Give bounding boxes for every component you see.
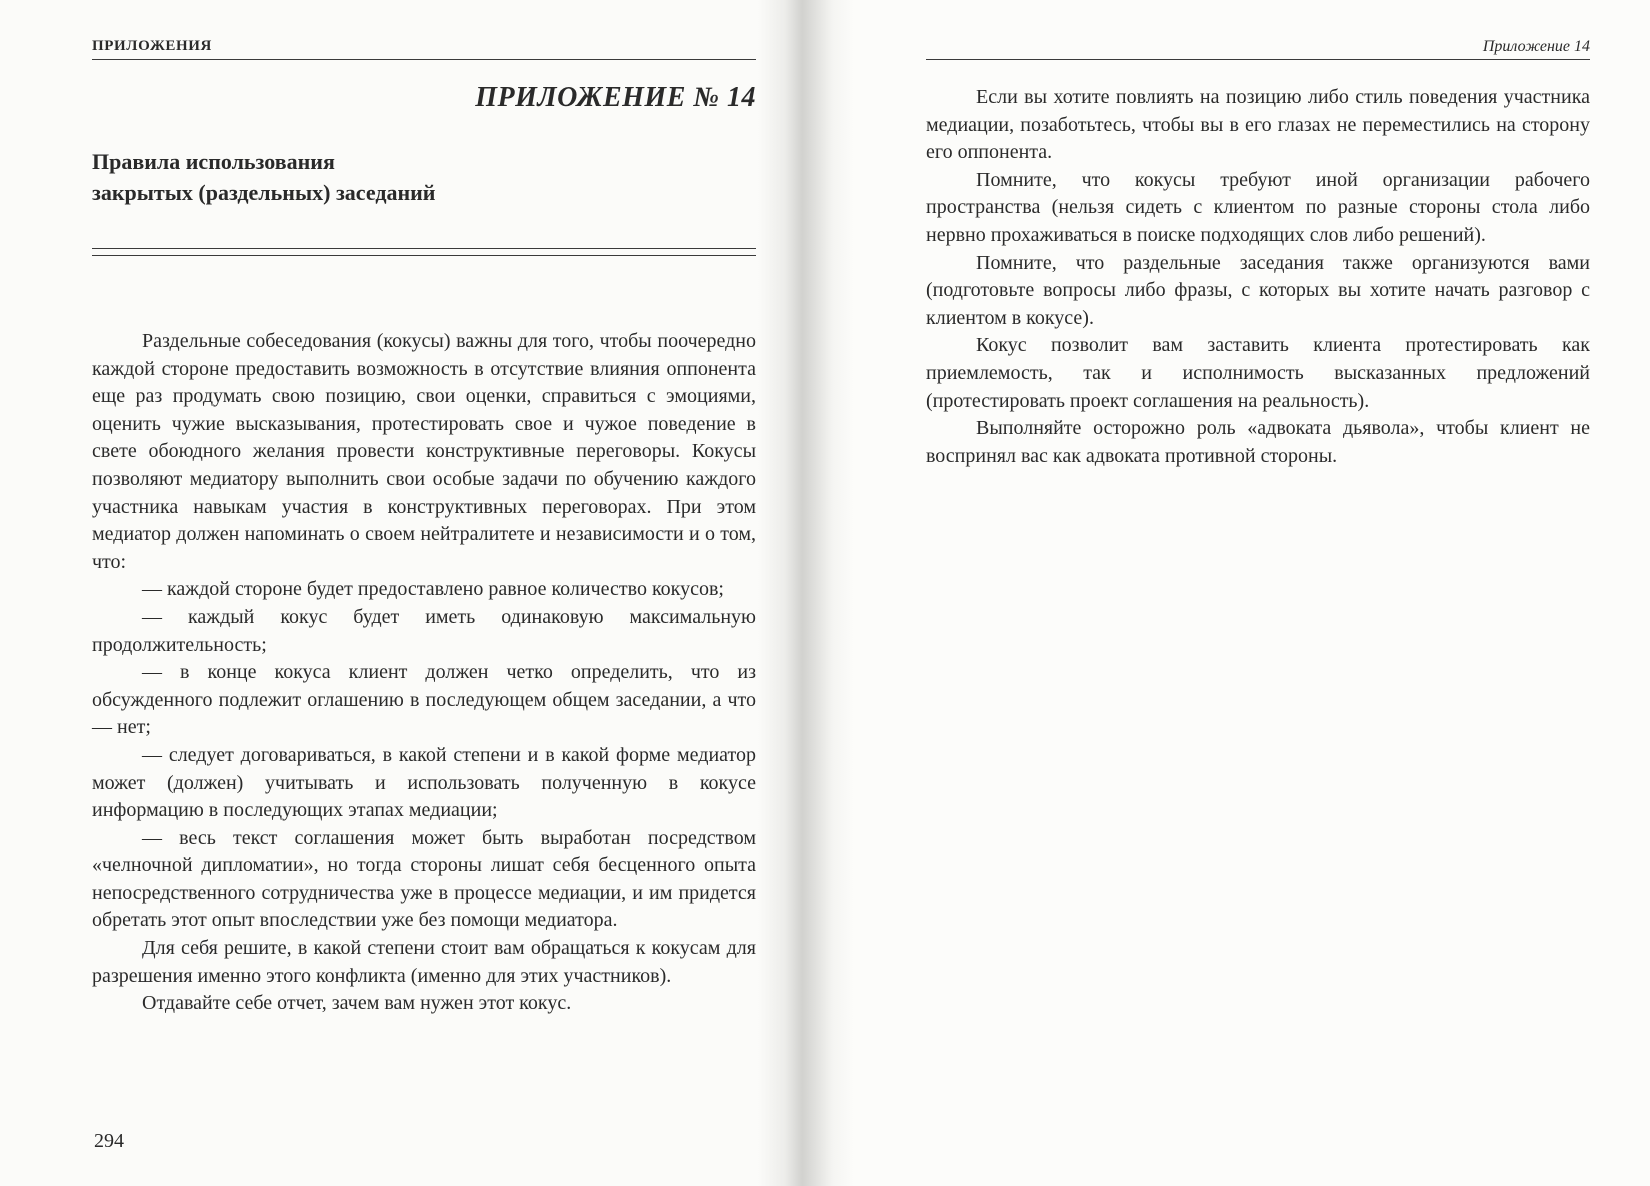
section-title-line-2: закрытых (раздельных) заседаний [92, 180, 436, 205]
right-paragraph-3: Помните, что раздельные заседания также организуются вами (подготовьте вопросы либо фразы, с которых вы хотите начать разговор с клиентом в кокусе). [926, 251, 1590, 329]
right-paragraph-2: Помните, что кокусы требуют иной организации рабочего пространства (нельзя сидеть с клиентом по разные стороны стола либо нервно прохаживаться в поиске подходящих слов либо решений). [926, 168, 1590, 246]
left-paragraph-7: Для себя решите, в какой степени стоит вам обращаться к кокусам для разрешения именно этого конфликта (именно для этих участников). [92, 937, 756, 987]
left-paragraph-4: — в конце кокуса клиент должен четко определить, что из обсужденного подлежит оглашению в последующем общем заседании, а что — нет; [92, 661, 756, 739]
left-body-text [92, 328, 756, 1018]
right-body-text [926, 84, 1590, 470]
right-paragraph-5: Выполняйте осторожно роль «адвоката дьявола», чтобы клиент не воспринял вас как адвоката противной стороны. [926, 417, 1590, 467]
book-gutter-shadow [758, 0, 854, 1186]
right-running-head: Приложение 14 [926, 38, 1590, 60]
appendix-title: ПРИЛОЖЕНИЕ № 14 [475, 82, 756, 113]
left-paragraph-2: — каждой стороне будет предоставлено равное количество кокусов; [142, 578, 724, 601]
right-paragraph-4: Кокус позволит вам заставить клиента протестировать как приемлемость, так и исполнимость высказанных предложений (протестировать проект соглашения на реальность). [926, 334, 1590, 412]
left-paragraph-8: Отдавайте себе отчет, зачем вам нужен этот кокус. [142, 992, 572, 1015]
page-number: 294 [94, 1130, 124, 1152]
left-paragraph-3: — каждый кокус будет иметь одинаковую максимальную продолжительность; [92, 605, 756, 656]
section-title-line-1: Правила использования [92, 149, 335, 174]
section-title [92, 146, 692, 208]
left-running-head: ПРИЛОЖЕНИЯ [92, 38, 756, 60]
left-paragraph-6: — весь текст соглашения может быть выработан посредством «челночной дипломатии», но тогда стороны лишат себя бесценного опыта непосредственного сотрудничества уже в процессе медиации, и им придется обретать этот опыт впоследствии уже без помощи медиатора. [92, 826, 756, 932]
left-paragraph-5: — следует договариваться, в какой степени и в какой форме медиатор может (должен) учитывать и использовать полученную в кокусе информацию в последующих этапах медиации; [92, 743, 756, 822]
double-rule-divider [92, 248, 756, 256]
left-paragraph-1: Раздельные собеседования (кокусы) важны для того, чтобы поочередно каждой стороне предоставить возможность в отсутствие влияния оппонента еще раз продумать свою позицию, свои оценки, справиться с эмоциями, оценить чужие высказывания, протестировать свое и чужое поведение в свете обоюдного желания провести конструктивные переговоры. Кокусы позволяют медиатору выполнить свои особые задачи по обучению каждого участника навыкам участия в конструктивных переговорах. При этом медиатор должен напоминать о своем нейтралитете и независимости и о том, что: [92, 330, 756, 573]
left-page [0, 0, 812, 1186]
right-paragraph-1: Если вы хотите повлиять на позицию либо стиль поведения участника медиации, позаботьтесь, чтобы вы в его глазах не переместились на сторону его оппонента. [926, 86, 1590, 164]
